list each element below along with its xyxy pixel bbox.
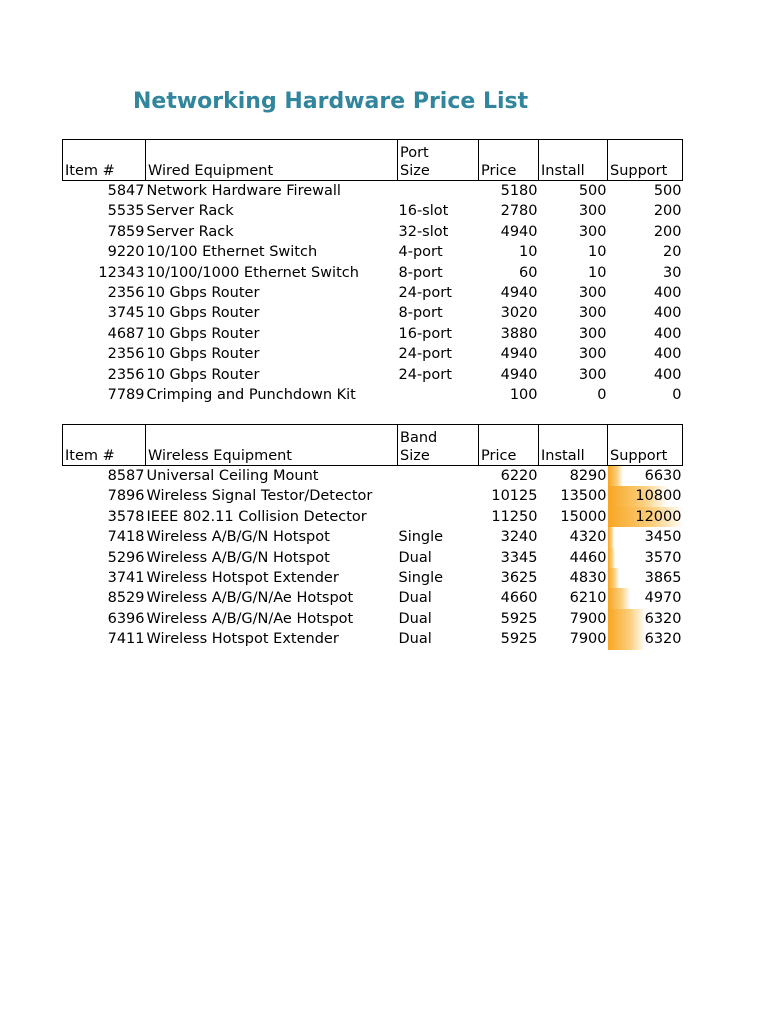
wired-cell-size: 32-slot [398,223,449,240]
wireless-cell-install: 7900 [569,631,607,648]
wired-cell-item-number: 5535 [107,203,145,220]
wired-cell-item-number: 7859 [107,223,145,240]
wired-header-item: Item # [63,140,146,181]
support-value: 6630 [644,468,682,484]
wireless-cell-equipment-name: Wireless A/B/G/N Hotspot [146,549,330,566]
table-row [63,365,683,385]
wired-cell-install: 10 [588,264,607,281]
wired-cell-item-number: 12343 [98,264,145,281]
wired-cell-price: 4940 [500,346,538,363]
wired-equipment-table [62,139,683,405]
table-row [63,548,683,568]
wireless-cell-size: Dual [398,549,432,566]
support-value: 3865 [644,570,682,587]
wired-cell-item-number: 2356 [107,366,145,383]
table-row [63,527,683,547]
wireless-cell-equipment-name: IEEE 802.11 Collision Detector [146,508,367,525]
wireless-cell-install: 8290 [569,468,607,484]
wireless-cell-equipment-name: Universal Ceiling Mount [146,468,319,484]
wireless-cell-size: Dual [398,610,432,627]
wireless-cell-size [398,466,479,487]
wired-cell-price: 4940 [500,366,538,383]
wireless-cell-price: 5925 [500,631,538,648]
wired-cell-equipment-name: Server Rack [146,203,234,220]
wireless-cell-install: 4830 [569,570,607,587]
wireless-cell-equipment-name: Wireless Signal Testor/Detector [146,488,373,505]
wired-header-equipment: Wired Equipment [146,140,398,181]
wired-cell-price: 3020 [500,305,538,322]
wired-cell-equipment-name: 10 Gbps Router [146,325,260,342]
wireless-header-support: Support [608,425,683,466]
wired-cell-price: 2780 [500,203,538,220]
wireless-cell-price: 3625 [500,570,538,587]
wired-header-row [63,140,683,181]
wireless-cell-item-number: 5296 [107,549,145,566]
table-row [63,242,683,262]
wired-cell-equipment-name: 10 Gbps Router [146,346,260,363]
wireless-cell-item-number: 3578 [107,508,145,525]
wired-cell-item-number: 2356 [107,346,145,363]
wired-cell-install: 300 [578,203,607,220]
wireless-cell-support [608,486,683,506]
support-value: 6320 [644,610,682,627]
wired-cell-install: 10 [588,244,607,261]
wired-cell-size: 8-port [398,264,443,281]
wireless-header-band-size: Band Size [398,425,479,466]
wireless-cell-item-number: 8587 [107,468,145,484]
wired-cell-support: 400 [653,346,682,363]
wireless-cell-item-number: 8529 [107,590,145,607]
wired-cell-install: 0 [597,387,607,404]
wireless-cell-support [608,507,683,527]
table-row [63,609,683,629]
wired-cell-price: 4940 [500,285,538,302]
wireless-cell-install: 6210 [569,590,607,607]
wireless-cell-support [608,568,683,588]
wired-cell-price: 10 [519,244,538,261]
wireless-cell-equipment-name: Wireless A/B/G/N Hotspot [146,529,330,546]
wired-cell-equipment-name: Network Hardware Firewall [146,183,341,199]
wireless-cell-size: Single [398,529,444,546]
wireless-cell-install: 13500 [560,488,607,505]
wired-cell-equipment-name: Crimping and Punchdown Kit [146,387,356,404]
table-row [63,303,683,323]
table-row [63,629,683,649]
wireless-cell-size: Dual [398,631,432,648]
wireless-cell-price: 10125 [491,488,538,505]
wired-header-support: Support [608,140,683,181]
wireless-cell-item-number: 7418 [107,529,145,546]
wired-header-port-size: Port Size [398,140,479,181]
wired-cell-item-number: 4687 [107,325,145,342]
wireless-header-install: Install [539,425,608,466]
wired-cell-install: 300 [578,223,607,240]
table-row [63,466,683,487]
wired-cell-support: 400 [653,285,682,302]
wired-cell-price: 60 [519,264,538,281]
wired-cell-support: 400 [653,305,682,322]
wired-header-price: Price [479,140,539,181]
wireless-cell-support [608,548,683,568]
wireless-cell-support [608,466,683,487]
wired-cell-size [398,181,479,202]
table-row [63,263,683,283]
table-row [63,507,683,527]
wired-cell-support: 400 [653,325,682,342]
wired-cell-size [398,385,479,405]
wired-cell-item-number: 2356 [107,285,145,302]
wired-cell-install: 300 [578,325,607,342]
wired-cell-install: 300 [578,366,607,383]
wired-cell-size: 16-slot [398,203,449,220]
wired-cell-item-number: 5847 [107,183,145,199]
wireless-cell-item-number: 6396 [107,610,145,627]
wireless-cell-support [608,588,683,608]
table-row [63,486,683,506]
wired-cell-equipment-name: 10 Gbps Router [146,366,260,383]
wired-cell-equipment-name: 10/100/1000 Ethernet Switch [146,264,359,281]
wireless-cell-support [608,609,683,629]
wired-cell-install: 500 [578,183,607,199]
wired-cell-support: 30 [663,264,682,281]
wired-cell-size: 8-port [398,305,443,322]
wired-header-install: Install [539,140,608,181]
wired-cell-size: 4-port [398,244,443,261]
wireless-header-equipment: Wireless Equipment [146,425,398,466]
wireless-cell-install: 15000 [560,508,607,525]
wireless-cell-support [608,527,683,547]
table-row [63,344,683,364]
wireless-cell-install: 7900 [569,610,607,627]
wired-cell-install: 300 [578,305,607,322]
wireless-cell-equipment-name: Wireless A/B/G/N/Ae Hotspot [146,610,354,627]
wired-cell-price: 100 [509,387,538,404]
wired-cell-size: 24-port [398,285,452,302]
wireless-cell-price: 5925 [500,610,538,627]
wired-cell-support: 200 [653,223,682,240]
wireless-cell-price: 3240 [500,529,538,546]
support-value: 4970 [644,590,682,607]
wireless-cell-support [608,629,683,649]
support-value: 3570 [644,549,682,566]
wired-cell-support: 200 [653,203,682,220]
wired-cell-item-number: 9220 [107,244,145,261]
support-value: 3450 [644,529,682,546]
wireless-cell-size [398,486,479,506]
table-row [63,588,683,608]
table-row [63,324,683,344]
support-value: 6320 [644,631,682,648]
wired-cell-equipment-name: Server Rack [146,223,234,240]
wireless-cell-install: 4320 [569,529,607,546]
table-row [63,181,683,202]
wireless-cell-price: 4660 [500,590,538,607]
wireless-cell-equipment-name: Wireless A/B/G/N/Ae Hotspot [146,590,354,607]
wireless-header-price: Price [479,425,539,466]
wired-cell-price: 3880 [500,325,538,342]
wired-cell-install: 300 [578,346,607,363]
wireless-header-row [63,425,683,466]
table-row [63,222,683,242]
wireless-equipment-table [62,424,683,650]
wireless-header-item: Item # [63,425,146,466]
table-row [63,283,683,303]
support-value: 12000 [635,508,682,525]
wireless-cell-size: Dual [398,590,432,607]
wired-cell-support: 500 [653,183,682,199]
wireless-cell-price: 11250 [491,508,538,525]
wired-cell-support: 400 [653,366,682,383]
page-title: Networking Hardware Price List [133,89,529,114]
wireless-cell-item-number: 7411 [107,631,145,648]
wireless-cell-item-number: 7896 [107,488,145,505]
wireless-cell-price: 6220 [500,468,538,484]
wired-cell-size: 24-port [398,346,452,363]
wired-cell-size: 16-port [398,325,452,342]
wired-cell-equipment-name: 10 Gbps Router [146,285,260,302]
table-row [63,201,683,221]
wired-cell-item-number: 3745 [107,305,145,322]
table-row [63,385,683,405]
wired-cell-support: 0 [672,387,682,404]
wireless-cell-size: Single [398,570,444,587]
table-row [63,568,683,588]
wireless-cell-equipment-name: Wireless Hotspot Extender [146,631,339,648]
wired-cell-price: 5180 [500,183,538,199]
wired-cell-size: 24-port [398,366,452,383]
wired-cell-install: 300 [578,285,607,302]
support-value: 10800 [635,488,682,505]
wireless-cell-equipment-name: Wireless Hotspot Extender [146,570,339,587]
wireless-cell-size [398,507,479,527]
wireless-cell-item-number: 3741 [107,570,145,587]
wired-cell-item-number: 7789 [107,387,145,404]
wired-cell-support: 20 [663,244,682,261]
wireless-cell-install: 4460 [569,549,607,566]
wired-cell-equipment-name: 10 Gbps Router [146,305,260,322]
wireless-cell-price: 3345 [500,549,538,566]
wired-cell-equipment-name: 10/100 Ethernet Switch [146,244,318,261]
wired-cell-price: 4940 [500,223,538,240]
